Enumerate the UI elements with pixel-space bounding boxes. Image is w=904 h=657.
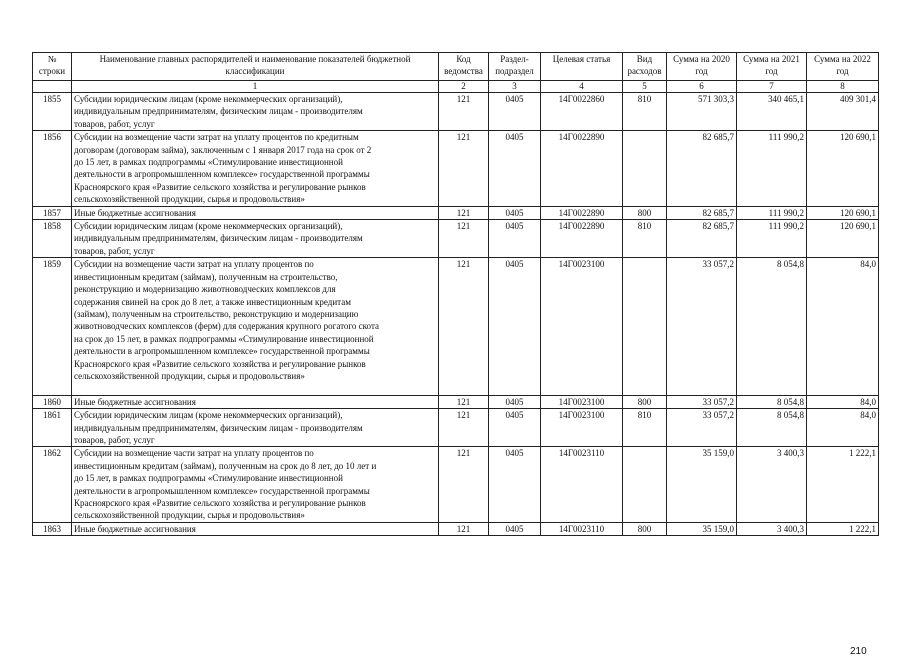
row-sum-2022: 120 690,1 bbox=[807, 206, 879, 219]
row-name-line: содержания свиней на срок до 8 лет, а также инвестиционным кредитам bbox=[74, 296, 351, 307]
row-sum-2020: 33 057,2 bbox=[667, 258, 737, 395]
header-section: Раздел-подраздел bbox=[489, 53, 541, 81]
row-sum-2021: 8 054,8 bbox=[737, 258, 807, 395]
row-number: 1856 bbox=[33, 131, 72, 206]
row-name-line: товаров, работ, услуг bbox=[74, 434, 155, 445]
row-sum-2022: 84,0 bbox=[807, 395, 879, 408]
row-name-line: индивидуальным предпринимателям, физическим лицам - производителям bbox=[74, 422, 363, 433]
table-row bbox=[33, 409, 879, 447]
row-sum-2021: 3 400,3 bbox=[737, 447, 807, 522]
budget-table bbox=[32, 52, 879, 536]
row-sum-2020: 33 057,2 bbox=[667, 409, 737, 447]
header-sum-2021: Сумма на 2021 год bbox=[737, 53, 807, 81]
header-target: Целевая статья bbox=[541, 53, 623, 81]
row-name-line: (займам), полученным на строительство, реконструкцию и модернизацию bbox=[74, 308, 359, 319]
row-name-line: деятельности в агропромышленном комплексе» государственной программы bbox=[74, 346, 370, 357]
column-number: 4 bbox=[541, 81, 623, 93]
row-target-item: 14Г0023110 bbox=[541, 447, 623, 522]
row-name bbox=[72, 522, 439, 535]
row-name-line: сельскохозяйственной продукции, сырья и продовольствия» bbox=[74, 370, 305, 381]
row-target-item: 14Г0023100 bbox=[541, 409, 623, 447]
row-expense-type bbox=[623, 131, 667, 206]
row-target-item: 14Г0023100 bbox=[541, 258, 623, 395]
row-spacer bbox=[74, 382, 436, 394]
header-sum-2020: Сумма на 2020 год bbox=[667, 53, 737, 81]
page-number: 210 bbox=[850, 646, 867, 657]
row-target-item: 14Г0023110 bbox=[541, 522, 623, 535]
row-sum-2021: 111 990,2 bbox=[737, 131, 807, 206]
row-name-line: инвестиционным кредитам (займам), полученным на строительство, bbox=[74, 271, 338, 282]
row-dept-code: 121 bbox=[439, 409, 489, 447]
row-name bbox=[72, 447, 439, 522]
table-row bbox=[33, 220, 879, 258]
row-sum-2022: 84,0 bbox=[807, 258, 879, 395]
column-number: 3 bbox=[489, 81, 541, 93]
row-name-line: до 15 лет, в рамках подпрограммы «Стимулирование инвестиционной bbox=[74, 157, 343, 168]
row-section-code: 0405 bbox=[489, 258, 541, 395]
row-name-line: инвестиционным кредитам (займам), полученным на срок до 8 лет, до 10 лет и bbox=[74, 460, 377, 471]
row-expense-type: 810 bbox=[623, 220, 667, 258]
row-sum-2022: 1 222,1 bbox=[807, 522, 879, 535]
row-dept-code: 121 bbox=[439, 131, 489, 206]
table-row bbox=[33, 447, 879, 522]
row-number: 1860 bbox=[33, 395, 72, 408]
row-sum-2022: 120 690,1 bbox=[807, 220, 879, 258]
row-section-code: 0405 bbox=[489, 447, 541, 522]
row-number: 1858 bbox=[33, 220, 72, 258]
row-name bbox=[72, 206, 439, 219]
row-expense-type: 810 bbox=[623, 409, 667, 447]
row-name-line: Иные бюджетные ассигнования bbox=[74, 207, 196, 218]
row-sum-2020: 35 159,0 bbox=[667, 447, 737, 522]
row-name bbox=[72, 131, 439, 206]
row-section-code: 0405 bbox=[489, 131, 541, 206]
row-sum-2021: 111 990,2 bbox=[737, 220, 807, 258]
row-sum-2021: 8 054,8 bbox=[737, 409, 807, 447]
row-section-code: 0405 bbox=[489, 220, 541, 258]
row-name-line: Субсидии на возмещение части затрат на уплату процентов по bbox=[74, 259, 314, 270]
row-target-item: 14Г0022860 bbox=[541, 93, 623, 131]
row-name-line: до 15 лет, в рамках подпрограммы «Стимулирование инвестиционной bbox=[74, 473, 343, 484]
row-section-code: 0405 bbox=[489, 93, 541, 131]
row-sum-2021: 111 990,2 bbox=[737, 206, 807, 219]
row-sum-2021: 340 465,1 bbox=[737, 93, 807, 131]
row-name bbox=[72, 409, 439, 447]
row-dept-code: 121 bbox=[439, 93, 489, 131]
row-name-line: Субсидии на возмещение части затрат на уплату процентов по bbox=[74, 448, 314, 459]
table-header-row bbox=[33, 53, 879, 81]
row-dept-code: 121 bbox=[439, 220, 489, 258]
table-row bbox=[33, 206, 879, 219]
row-name bbox=[72, 258, 439, 395]
row-target-item: 14Г0022890 bbox=[541, 206, 623, 219]
row-sum-2021: 3 400,3 bbox=[737, 522, 807, 535]
row-name bbox=[72, 395, 439, 408]
header-name: Наименование главных распорядителей и наименование показателей бюджетной классификации bbox=[72, 53, 439, 81]
row-expense-type: 810 bbox=[623, 93, 667, 131]
row-name-line: Субсидии юридическим лицам (кроме некоммерческих организаций), bbox=[74, 410, 343, 421]
row-number: 1861 bbox=[33, 409, 72, 447]
row-name-line: деятельности в агропромышленном комплексе» государственной программы bbox=[74, 485, 370, 496]
row-name-line: Красноярского края «Развитие сельского хозяйства и регулирование рынков bbox=[74, 498, 366, 508]
row-name-line: Красноярского края «Развитие сельского хозяйства и регулирование рынков bbox=[74, 181, 366, 192]
row-dept-code: 121 bbox=[439, 447, 489, 522]
row-name bbox=[72, 220, 439, 258]
row-name-line: Иные бюджетные ассигнования bbox=[74, 523, 196, 534]
row-sum-2021: 8 054,8 bbox=[737, 395, 807, 408]
row-sum-2022: 84,0 bbox=[807, 409, 879, 447]
row-section-code: 0405 bbox=[489, 395, 541, 408]
row-number: 1862 bbox=[33, 447, 72, 522]
row-target-item: 14Г0023100 bbox=[541, 395, 623, 408]
row-number: 1857 bbox=[33, 206, 72, 219]
row-name-line: животноводческих комплексов (ферм) для содержания крупного рогатого скота bbox=[74, 321, 379, 332]
row-expense-type: 800 bbox=[623, 206, 667, 219]
header-row-no: № строки bbox=[33, 53, 72, 81]
row-target-item: 14Г0022890 bbox=[541, 131, 623, 206]
document-page bbox=[32, 52, 878, 657]
row-expense-type: 800 bbox=[623, 522, 667, 535]
row-section-code: 0405 bbox=[489, 206, 541, 219]
row-section-code: 0405 bbox=[489, 522, 541, 535]
table-row bbox=[33, 522, 879, 535]
row-dept-code: 121 bbox=[439, 522, 489, 535]
row-dept-code: 121 bbox=[439, 258, 489, 395]
header-sum-2022: Сумма на 2022 год bbox=[807, 53, 879, 81]
row-number: 1863 bbox=[33, 522, 72, 535]
row-name-line: Иные бюджетные ассигнования bbox=[74, 396, 196, 407]
row-dept-code: 121 bbox=[439, 206, 489, 219]
table-body bbox=[33, 93, 879, 536]
row-sum-2020: 35 159,0 bbox=[667, 522, 737, 535]
row-name-line: индивидуальным предпринимателям, физическим лицам - производителям bbox=[74, 106, 363, 117]
table-row bbox=[33, 258, 879, 395]
row-number: 1859 bbox=[33, 258, 72, 395]
row-name-line: Красноярского края «Развитие сельского хозяйства и регулирование рынков bbox=[74, 358, 366, 369]
header-dept: Код ведомства bbox=[439, 53, 489, 81]
row-name-line: товаров, работ, услуг bbox=[74, 245, 155, 256]
column-number: 6 bbox=[667, 81, 737, 93]
table-row bbox=[33, 93, 879, 131]
row-name-line: сельскохозяйственной продукции, сырья и продовольствия» bbox=[74, 194, 305, 205]
row-sum-2020: 33 057,2 bbox=[667, 395, 737, 408]
row-name-line: деятельности в агропромышленном комплексе» государственной программы bbox=[74, 169, 370, 180]
table-row bbox=[33, 131, 879, 206]
row-name-line: индивидуальным предпринимателям, физическим лицам - производителям bbox=[74, 233, 363, 244]
row-sum-2020: 571 303,3 bbox=[667, 93, 737, 131]
column-number: 1 bbox=[72, 81, 439, 93]
row-sum-2022: 120 690,1 bbox=[807, 131, 879, 206]
row-name-line: Субсидии юридическим лицам (кроме некоммерческих организаций), bbox=[74, 94, 343, 104]
column-number bbox=[33, 81, 72, 93]
row-sum-2022: 1 222,1 bbox=[807, 447, 879, 522]
row-number: 1855 bbox=[33, 93, 72, 131]
header-exp-type: Вид расходов bbox=[623, 53, 667, 81]
row-expense-type bbox=[623, 258, 667, 395]
row-name-line: Субсидии на возмещение части затрат на уплату процентов по кредитным bbox=[74, 132, 359, 143]
row-name-line: товаров, работ, услуг bbox=[74, 118, 155, 129]
row-expense-type: 800 bbox=[623, 395, 667, 408]
row-name-line: договорам (договорам займа), заключенным с 1 января 2017 года на срок от 2 bbox=[74, 144, 372, 155]
row-expense-type bbox=[623, 447, 667, 522]
row-name-line: на срок до 15 лет, в рамках подпрограммы «Стимулирование инвестиционной bbox=[74, 333, 374, 344]
row-target-item: 14Г0022890 bbox=[541, 220, 623, 258]
row-dept-code: 121 bbox=[439, 395, 489, 408]
row-sum-2020: 82 685,7 bbox=[667, 131, 737, 206]
row-sum-2022: 409 301,4 bbox=[807, 93, 879, 131]
column-number: 5 bbox=[623, 81, 667, 93]
table-row bbox=[33, 395, 879, 408]
row-name-line: Субсидии юридическим лицам (кроме некоммерческих организаций), bbox=[74, 221, 343, 232]
column-number: 8 bbox=[807, 81, 879, 93]
row-name-line: реконструкцию и модернизацию животноводческих комплексов для bbox=[74, 284, 336, 295]
row-section-code: 0405 bbox=[489, 409, 541, 447]
row-name bbox=[72, 93, 439, 131]
column-number: 2 bbox=[439, 81, 489, 93]
column-number-row bbox=[33, 81, 879, 93]
row-name-line: сельскохозяйственной продукции, сырья и продовольствия» bbox=[74, 510, 305, 521]
row-sum-2020: 82 685,7 bbox=[667, 206, 737, 219]
row-sum-2020: 82 685,7 bbox=[667, 220, 737, 258]
column-number: 7 bbox=[737, 81, 807, 93]
